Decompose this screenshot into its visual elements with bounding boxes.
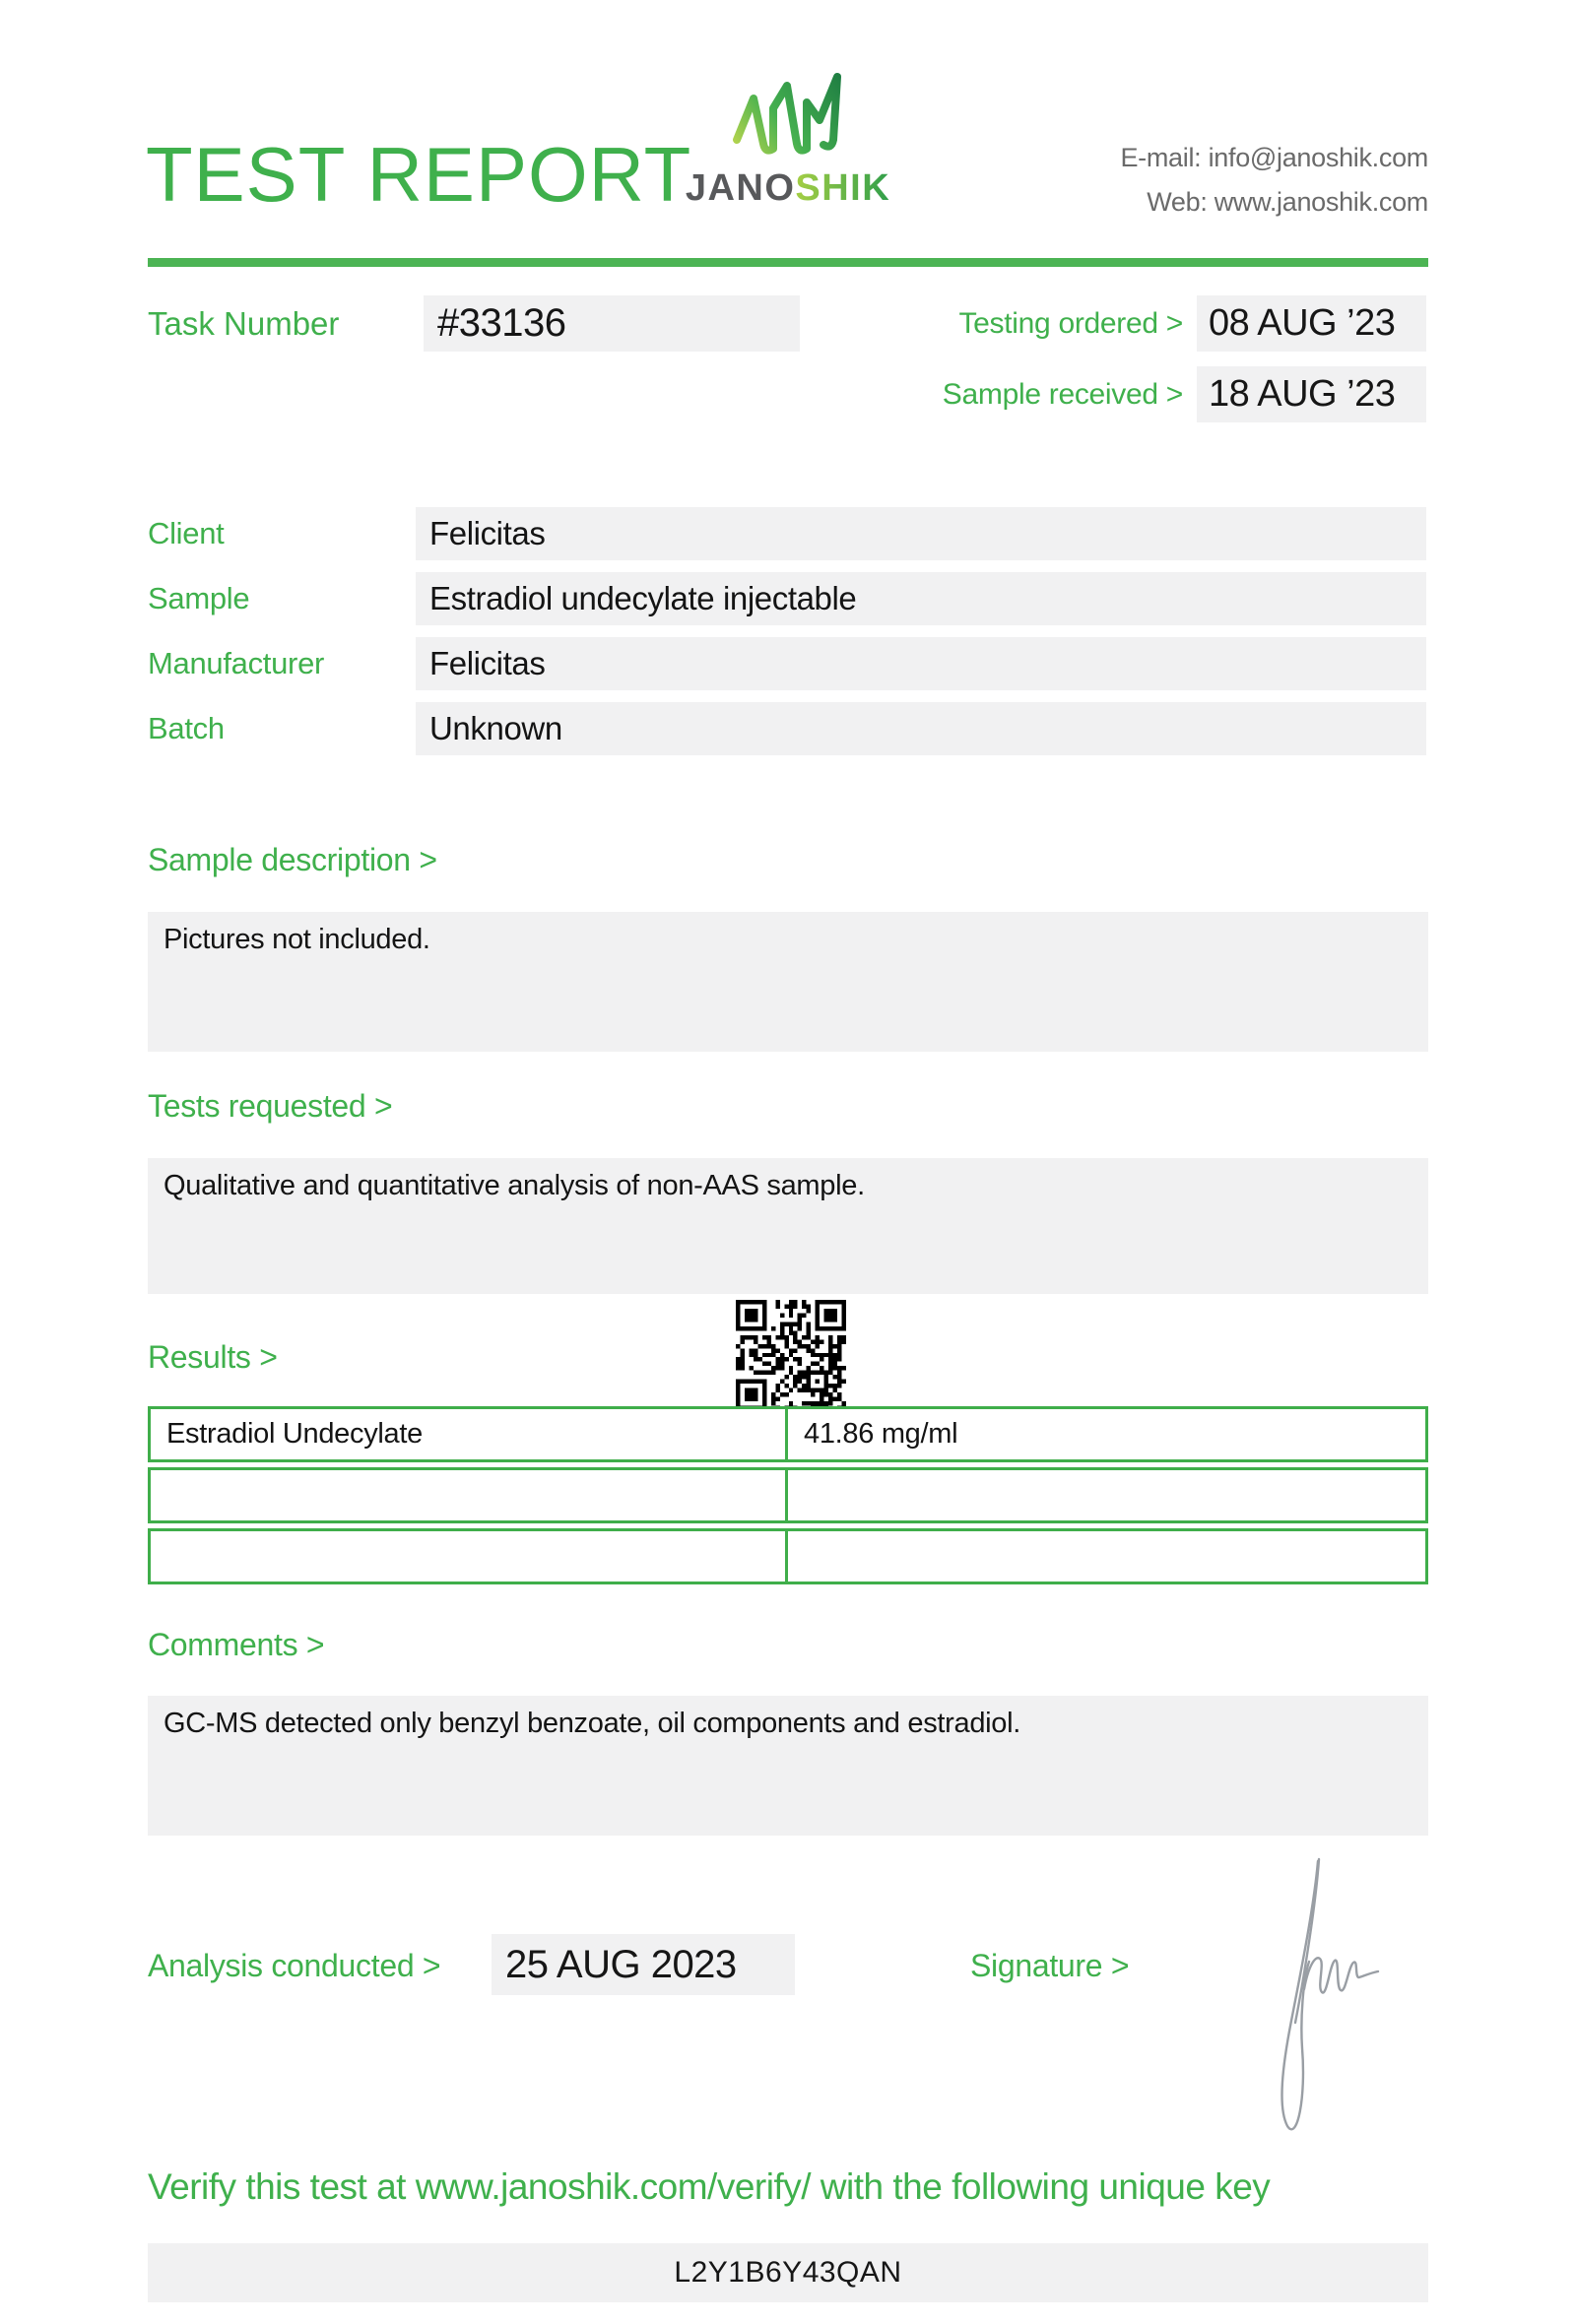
- batch-label: Batch: [148, 711, 225, 745]
- result-substance: Estradiol Undecylate: [148, 1406, 788, 1462]
- unique-key-value: L2Y1B6Y43QAN: [148, 2243, 1428, 2302]
- sample-description-title: Sample description >: [148, 842, 437, 877]
- logo-word-green: SHIK: [795, 167, 891, 209]
- comments-text: GC-MS detected only benzyl benzoate, oil components and estradiol.: [164, 1708, 1021, 1739]
- header-divider: [148, 258, 1428, 267]
- contact-block: [936, 136, 1428, 225]
- page-title: TEST REPORT: [146, 131, 692, 218]
- sample-received-row: [886, 366, 1426, 422]
- results-table-row: [148, 1528, 1428, 1584]
- result-substance: [148, 1528, 788, 1584]
- qr-code: [736, 1300, 846, 1410]
- sample-description-box: [148, 912, 1428, 1052]
- testing-ordered-value: 08 AUG ’23: [1197, 295, 1426, 352]
- result-concentration: [785, 1467, 1428, 1523]
- tests-requested-box: [148, 1158, 1428, 1294]
- results-title: Results >: [148, 1339, 278, 1375]
- sample-value: Estradiol undecylate injectable: [416, 572, 1426, 625]
- task-number-value: #33136: [424, 295, 800, 352]
- manufacturer-label: Manufacturer: [148, 646, 325, 680]
- sample-label: Sample: [148, 581, 250, 615]
- comments-box: [148, 1696, 1428, 1836]
- sample-received-value: 18 AUG ’23: [1197, 366, 1426, 422]
- result-concentration: 41.86 mg/ml: [785, 1406, 1428, 1462]
- client-value: Felicitas: [416, 507, 1426, 560]
- sample-received-label: Sample received >: [942, 377, 1183, 411]
- sample-description-text: Pictures not included.: [164, 924, 430, 955]
- results-table-row: [148, 1467, 1428, 1523]
- contact-email: E-mail: info@janoshik.com: [1120, 143, 1428, 172]
- results-table-row: [148, 1406, 1428, 1462]
- signature-scribble: [1271, 1849, 1487, 2164]
- result-concentration: [785, 1528, 1428, 1584]
- testing-ordered-row: [886, 295, 1426, 352]
- testing-ordered-label: Testing ordered >: [958, 306, 1183, 340]
- manufacturer-value: Felicitas: [416, 637, 1426, 690]
- contact-web: Web: www.janoshik.com: [1147, 187, 1428, 217]
- analysis-conducted-value: 25 AUG 2023: [492, 1934, 795, 1995]
- signature-label: Signature >: [970, 1948, 1130, 1983]
- logo-wordmark: [650, 167, 926, 210]
- logo-chart-icon: [729, 73, 847, 163]
- analysis-conducted-label: Analysis conducted >: [148, 1948, 441, 1983]
- client-label: Client: [148, 516, 225, 550]
- tests-requested-title: Tests requested >: [148, 1088, 393, 1124]
- verify-instruction: Verify this test at www.janoshik.com/verify/ with the following unique key: [148, 2166, 1271, 2207]
- comments-title: Comments >: [148, 1627, 325, 1662]
- result-substance: [148, 1467, 788, 1523]
- logo-word-gray: JANO: [685, 167, 796, 209]
- batch-value: Unknown: [416, 702, 1426, 755]
- tests-requested-text: Qualitative and quantitative analysis of non-AAS sample.: [164, 1170, 865, 1201]
- task-number-label: Task Number: [148, 305, 340, 342]
